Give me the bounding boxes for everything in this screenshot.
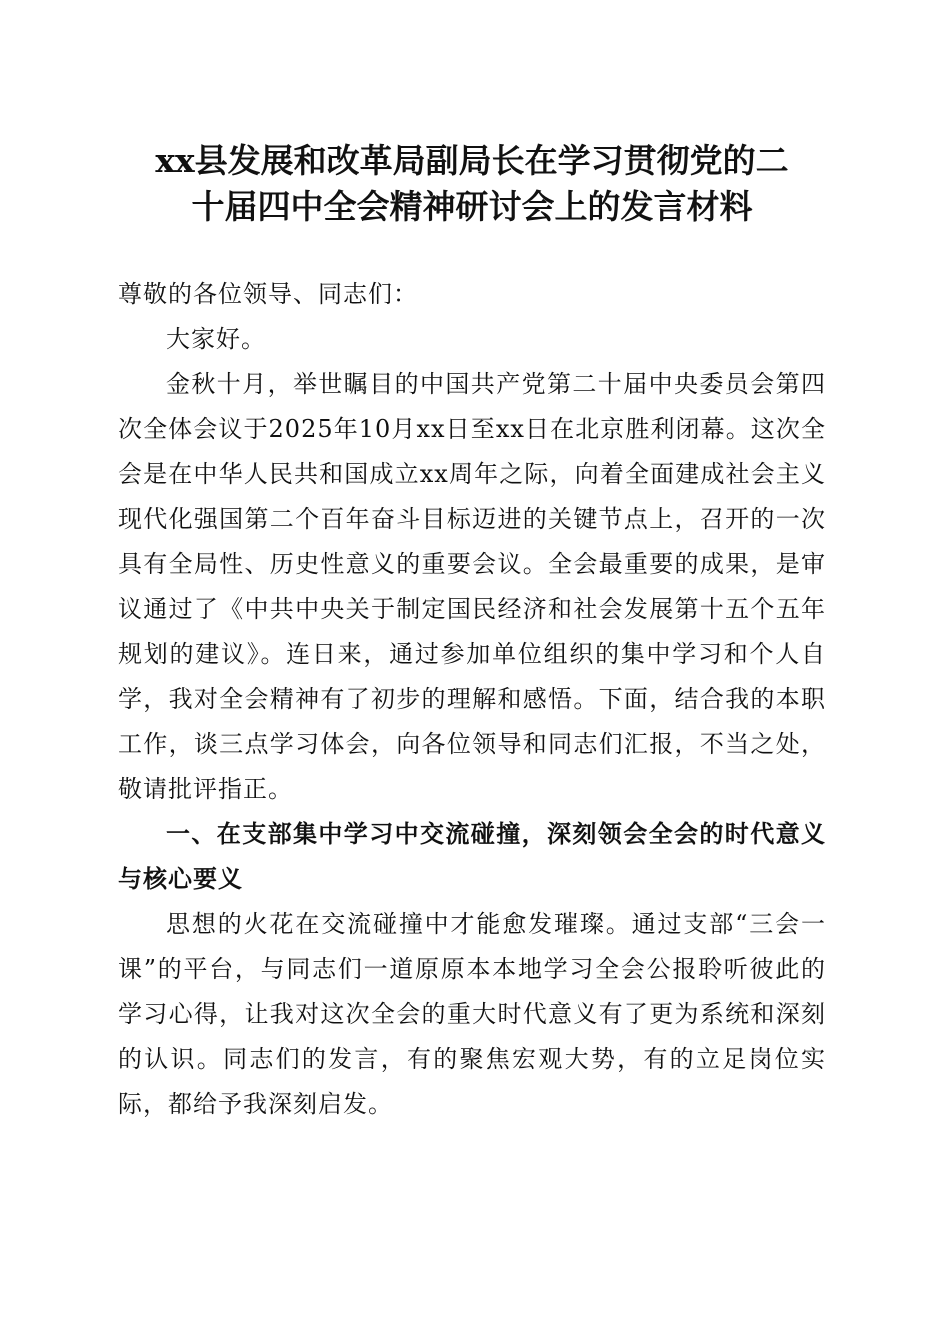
document-page: [118, 138, 826, 1127]
section-heading-1: 一、在支部集中学习中交流碰撞，深刻领会全会的时代意义与核心要义: [118, 820, 826, 893]
document-title: [118, 138, 826, 230]
salutation: 尊敬的各位领导、同志们：: [118, 280, 418, 308]
greeting: 大家好。: [166, 325, 266, 353]
document-title-line-1: xx县发展和改革局副局长在学习贯彻党的二: [155, 141, 789, 180]
paragraph-intro: 金秋十月，举世瞩目的中国共产党第二十届中央委员会第四次全体会议于2025年10月xx日至xx日在北京胜利闭幕。这次全会是在中华人民共和国成立xx周年之际，向着全面建成社会主义现代化强国第二个百年奋斗目标迈进的关键节点上，召开的一次具有全局性、历史性意义的重要会议。全会最重要的成果，是审议通过了《中共中央关于制定国民经济和社会发展第十五个五年规划的建议》。连日来，通过参加单位组织的集中学习和个人自学，我对全会精神有了初步的理解和感悟。下面，结合我的本职工作，谈三点学习体会，向各位领导和同志们汇报，不当之处，敬请批评指正。: [118, 370, 826, 803]
document-title-line-2: 十届四中全会精神研讨会上的发言材料: [191, 187, 753, 226]
paragraph-section-1: 思想的火花在交流碰撞中才能愈发璀璨。通过支部“三会一课”的平台，与同志们一道原原本本地学习全会公报聆听彼此的学习心得，让我对这次全会的重大时代意义有了更为系统和深刻的认识。同志们的发言，有的聚焦宏观大势，有的立足岗位实际，都给予我深刻启发。: [118, 910, 826, 1118]
document-body: [118, 272, 826, 1127]
